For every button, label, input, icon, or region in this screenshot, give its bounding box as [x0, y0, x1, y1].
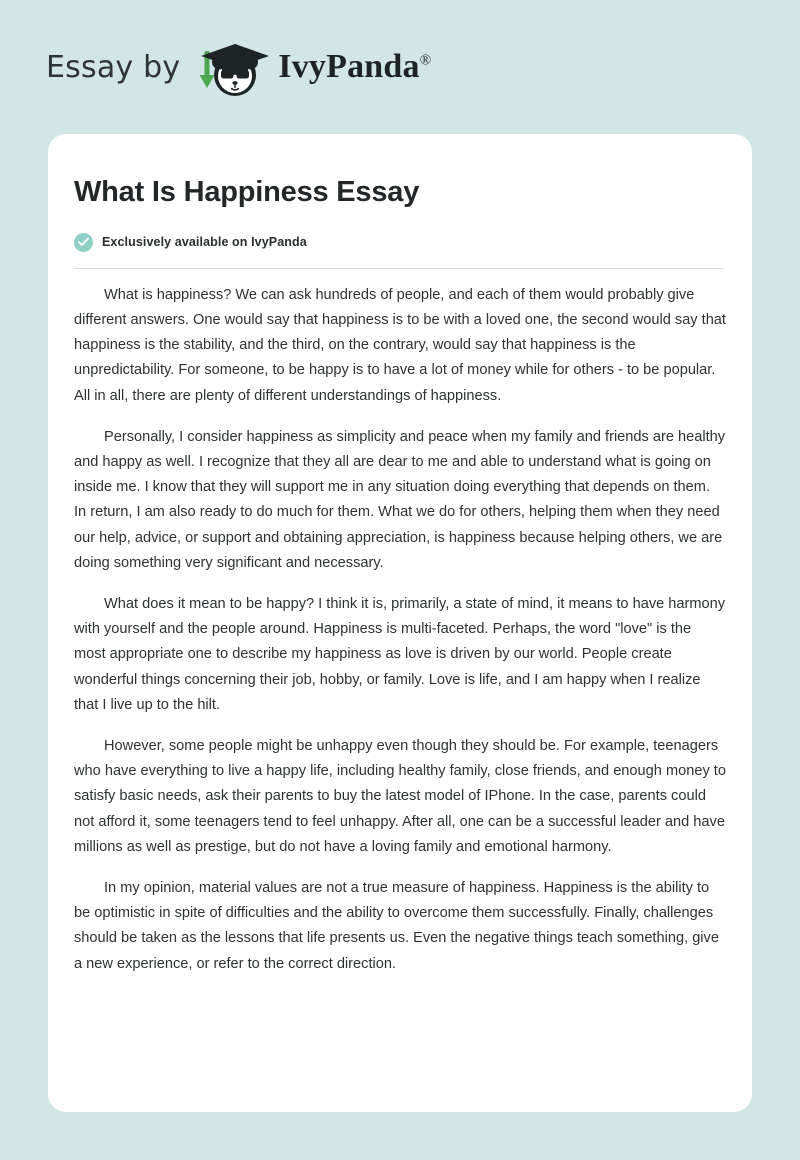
registered-trademark-mark: ® — [419, 52, 432, 69]
masthead-prefix-text: Essay by — [46, 49, 181, 85]
essay-paragraph: In my opinion, material values are not a true measure of happiness. Happiness is the ability to be optimistic in spite of difficulties and the ability to overcome them successfully. Finally, challenges should be taken as the lessons that life presents us. Even the negative things teach something, give a new experience, or refer to the correct direction. — [74, 880, 719, 972]
essay-paragraph: However, some people might be unhappy even though they should be. For example, teenagers who have everything to live a happy life, including healthy family, close friends, and enough money to satisfy basic needs, ask their parents to buy the latest model of IPhone. In the case, parents could not afford it, some teenagers tend to feel unhappy. After all, one can be a successful leader and have millions as well as prestige, but do not have a loving family and emotional harmony. — [74, 738, 726, 855]
brand-wordmark — [278, 50, 431, 84]
brand-name-text: IvyPanda — [278, 48, 420, 85]
essay-paragraph: Personally, I consider happiness as simplicity and peace when my family and friends are healthy and happy as well. I recognize that they all are dear to me and able to understand what is going on inside me. I know that they will support me in any situation doing everything that depends on them. In return, I am also ready to do much for them. What we do for others, helping them when they need our help, advice, or support and obtaining appreciation, is happiness because helping others, we are doing something very significant and necessary. — [74, 428, 726, 571]
essay-body — [74, 283, 726, 977]
availability-badge — [74, 233, 724, 252]
essay-paragraph: What is happiness? We can ask hundreds of people, and each of them would probably give different answers. One would say that happiness is to be with a loved one, the second would say that happiness is the stability, and the third, on the contrary, would say that happiness is the unpredictability. For someone, to be happy is to have a lot of money while for others - to be popular. All in all, there are plenty of different understandings of happiness. — [74, 286, 726, 404]
masthead-brand-lockup — [46, 35, 431, 99]
title-divider — [74, 268, 724, 269]
check-circle-icon — [74, 233, 93, 252]
page-title: What Is Happiness Essay — [74, 176, 420, 208]
masthead — [0, 0, 800, 134]
essay-card — [48, 134, 752, 1112]
essay-paragraph: What does it mean to be happy? I think it is, primarily, a state of mind, it means to have harmony with yourself and the people around. Happiness is multi-faceted. Perhaps, the word "love" is the most appropriate one to describe my happiness as love is driven by our world. People create wonderful things concerning their job, hobby, or family. Love is life, and I am happy when I realize that I live up to the hilt. — [74, 596, 726, 713]
availability-badge-label: Exclusively available on IvyPanda — [102, 235, 307, 250]
brand-logo-link[interactable] — [190, 35, 431, 99]
panda-graduate-logo-icon — [190, 37, 270, 99]
